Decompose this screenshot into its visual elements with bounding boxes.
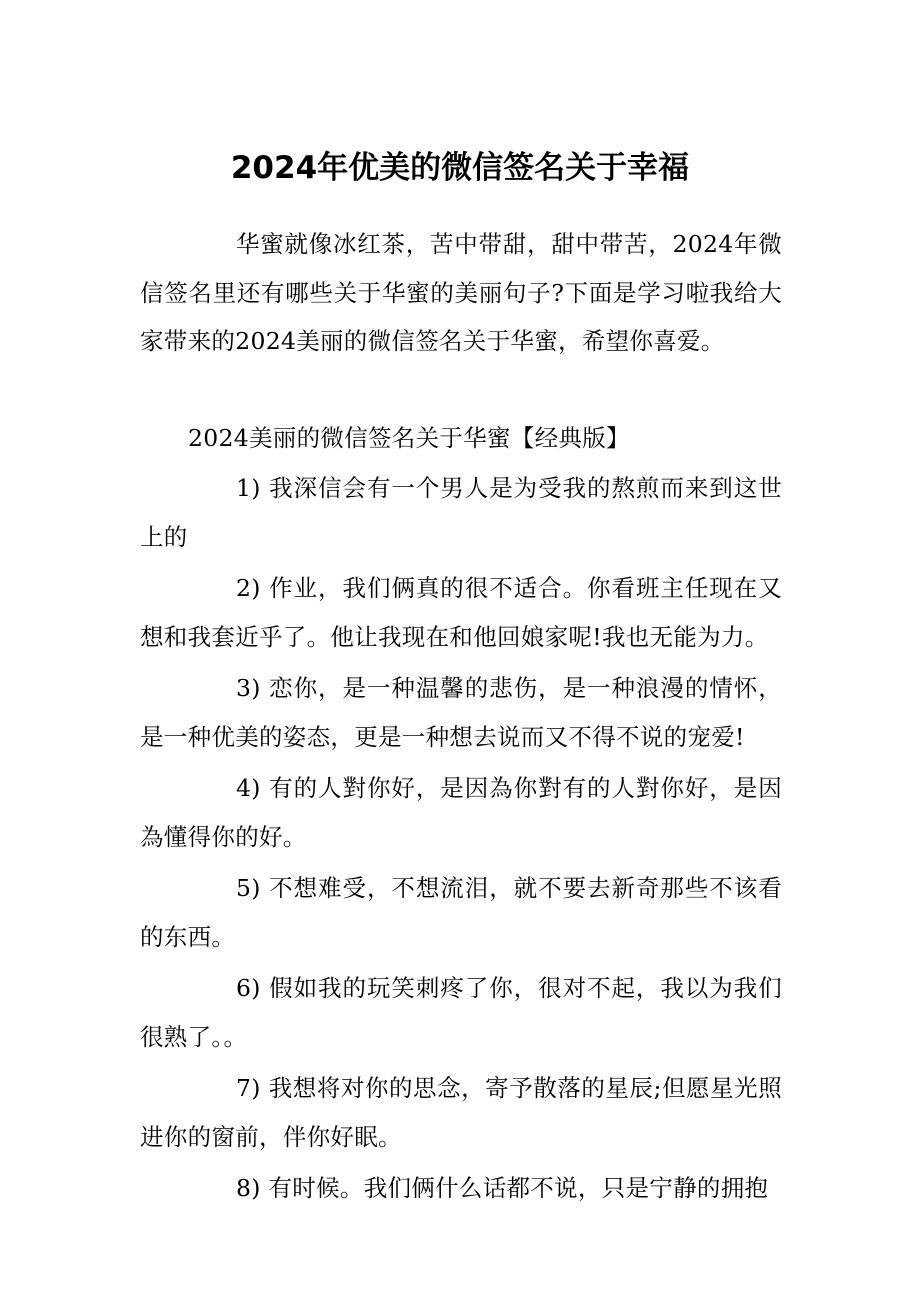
list-item: 8) 有时候。我们俩什么话都不说，只是宁静的拥抱	[236, 1174, 769, 1202]
list-item: 6) 假如我的玩笑刺疼了你，很对不起，我以为我们很熟了。。	[140, 974, 782, 1051]
list-item: 3) 恋你，是一种温馨的悲伤，是一种浪漫的情怀，是一种优美的姿态，更是一种想去说而又不得不说的宠爱!	[140, 674, 782, 751]
intro-paragraph: 华蜜就像冰红茶，苦中带甜，甜中带苦，2024年微信签名里还有哪些关于华蜜的美丽句子?下面是学习啦我给大家带来的2024美丽的微信签名关于华蜜，希望你喜爱。	[140, 230, 782, 355]
section-heading: 2024美丽的微信签名关于华蜜【经典版】	[188, 424, 630, 452]
list-item: 1) 我深信会有一个男人是为受我的熬煎而来到这世上的	[140, 474, 782, 551]
document-title: 2024年优美的微信签名关于幸福	[230, 150, 690, 186]
list-item: 7) 我想将对你的思念，寄予散落的星辰;但愿星光照进你的窗前，伴你好眠。	[140, 1074, 782, 1151]
list-item: 4) 有的人對你好，是因為你對有的人對你好，是因為懂得你的好。	[140, 774, 782, 851]
list-item: 5) 不想难受，不想流泪，就不要去新奇那些不该看的东西。	[140, 874, 782, 951]
list-item: 2) 作业，我们俩真的很不适合。你看班主任现在又想和我套近乎了。他让我现在和他回娘家呢!我也无能为力。	[140, 574, 782, 651]
signature-list	[140, 464, 782, 1216]
